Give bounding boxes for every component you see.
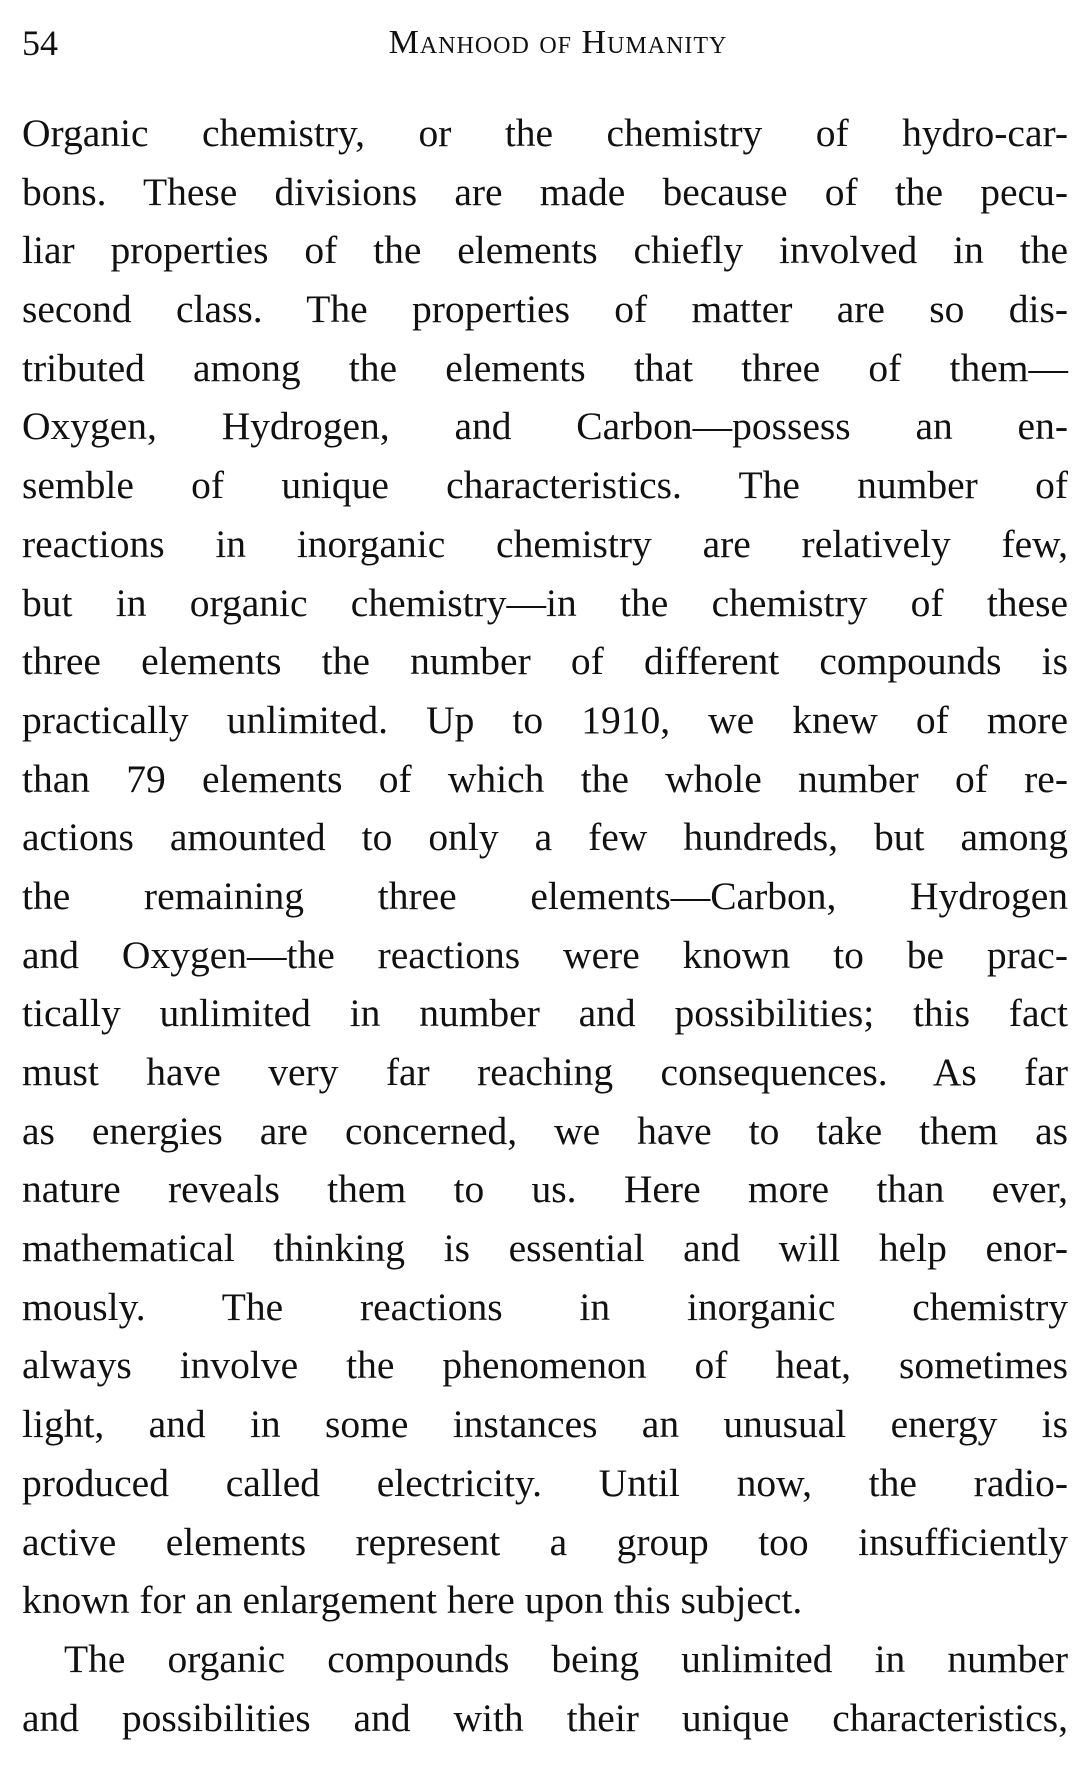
text-line: must have very far reaching consequences. As far bbox=[22, 1050, 1068, 1094]
text-line: active elements represent a group too insufficiently bbox=[22, 1519, 1068, 1564]
text-line: tically unlimited in number and possibilities; this fact bbox=[22, 991, 1068, 1036]
paragraph-1 bbox=[22, 104, 1068, 1630]
text-line: three elements the number of different compounds is bbox=[22, 639, 1068, 684]
running-head bbox=[22, 18, 1070, 68]
text-line: always involve the phenomenon of heat, sometimes bbox=[22, 1343, 1068, 1388]
text-line: nature reveals them to us. Here more than ever, bbox=[22, 1167, 1068, 1212]
text-line: as energies are concerned, we have to take them as bbox=[22, 1108, 1068, 1153]
text-line: The organic compounds being unlimited in number bbox=[64, 1636, 1068, 1681]
text-line: and Oxygen—the reactions were known to be prac- bbox=[22, 932, 1068, 977]
text-line: light, and in some instances an unusual energy is bbox=[22, 1402, 1068, 1447]
text-line: tributed among the elements that three of them— bbox=[22, 345, 1068, 390]
text-line: known for an enlargement here upon this subject. bbox=[22, 1578, 803, 1623]
running-title: Manhood of Humanity bbox=[388, 24, 728, 61]
text-line: Organic chemistry, or the chemistry of hydro-car- bbox=[22, 111, 1068, 155]
body-text bbox=[22, 104, 1068, 1747]
text-line: second class. The properties of matter are so dis- bbox=[22, 287, 1068, 332]
page-number: 54 bbox=[22, 23, 58, 63]
paragraph-2 bbox=[22, 1630, 1068, 1747]
text-line: but in organic chemistry—in the chemistry of these bbox=[22, 580, 1068, 625]
text-line: mously. The reactions in inorganic chemistry bbox=[22, 1284, 1068, 1329]
text-line: than 79 elements of which the whole number of re- bbox=[22, 756, 1068, 801]
text-line: semble of unique characteristics. The number of bbox=[22, 463, 1068, 508]
text-line: liar properties of the elements chiefly involved in the bbox=[22, 228, 1068, 273]
text-line: reactions in inorganic chemistry are relatively few, bbox=[22, 521, 1068, 566]
text-line: bons. These divisions are made because of the pecu- bbox=[22, 169, 1068, 214]
text-line: practically unlimited. Up to 1910, we knew of more bbox=[22, 697, 1068, 742]
text-line: the remaining three elements—Carbon, Hydrogen bbox=[22, 873, 1068, 918]
text-line: Oxygen, Hydrogen, and Carbon—possess an en- bbox=[22, 404, 1068, 449]
text-line: and possibilities and with their unique characteristics, bbox=[22, 1695, 1068, 1740]
text-line: produced called electricity. Until now, the radio- bbox=[22, 1460, 1068, 1505]
text-line: mathematical thinking is essential and will help enor- bbox=[22, 1226, 1068, 1271]
text-line: actions amounted to only a few hundreds, but among bbox=[22, 815, 1068, 860]
